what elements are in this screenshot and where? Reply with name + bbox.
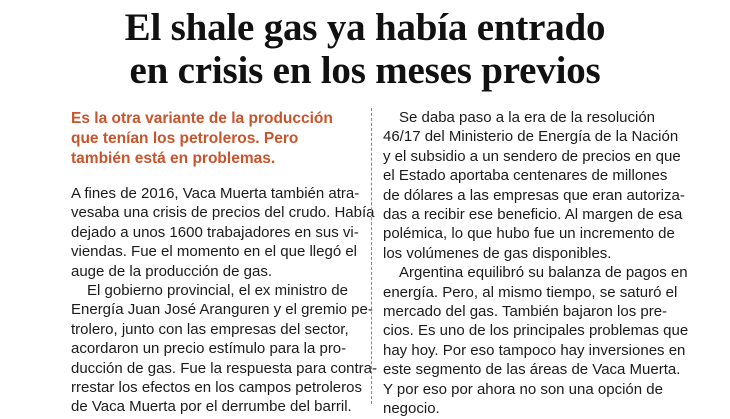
body-line: mercado del gas. También bajaron los pre-	[383, 303, 668, 321]
left-column	[71, 184, 378, 417]
column-divider	[371, 108, 372, 404]
headline-line-1: El shale gas ya había entrado	[124, 6, 606, 49]
headline	[0, 6, 730, 92]
lead-paragraph	[71, 109, 361, 169]
body-line: trolero, junto con las empresas del sector,	[71, 320, 349, 338]
body-line: Argentina equilibró su balanza de pagos en	[399, 264, 688, 282]
body-line: A fines de 2016, Vaca Muerta también atra-	[71, 185, 360, 202]
body-line: energía. Pero, al mismo tiempo, se saturó el	[383, 283, 678, 301]
body-line: de dólares a las empresas que eran autoriza-	[383, 186, 685, 204]
body-line: viendas. Fue el momento en el que llegó el	[71, 243, 358, 261]
right-column	[383, 108, 689, 419]
body-line: hay hoy. Por eso tampoco hay inversiones en	[383, 341, 686, 359]
body-line: rrestar los efectos en los campos petroleros	[71, 379, 362, 397]
body-line: ducción de gas. Fue la respuesta para contra-	[71, 359, 378, 377]
lead-line: también está en problemas.	[71, 150, 276, 167]
body-line: los volúmenes de gas disponibles.	[383, 244, 612, 262]
body-line: Energía Juan José Aranguren y el gremio pe-	[71, 301, 373, 319]
body-line: cios. Es uno de los principales problemas que	[383, 322, 689, 340]
body-line: vesaba una crisis de precios del crudo. Había	[71, 204, 375, 222]
body-line: El gobierno provincial, el ex ministro de	[87, 282, 348, 300]
body-line: acordaron un precio estímulo para la pro-	[71, 340, 347, 358]
headline-line-2: en crisis en los meses previos	[129, 49, 601, 92]
body-line: y el subsidio a un sendero de precios en que	[383, 147, 681, 165]
body-line: dejado a unos 1600 trabajadores en sus vi-	[71, 223, 359, 241]
body-line: negocio.	[383, 400, 440, 418]
lead-line: Es la otra variante de la producción	[71, 110, 333, 127]
body-line: Se daba paso a la era de la resolución	[399, 109, 656, 126]
body-line: auge de la producción de gas.	[71, 262, 272, 280]
body-line: el Estado aportaba centenares de millones	[383, 167, 668, 185]
body-line: de Vaca Muerta por el derrumbe del barril.	[71, 398, 352, 416]
body-line: polémica, lo que hubo fue un incremento de	[383, 225, 675, 243]
body-line: das a recibir ese beneficio. Al margen de esa	[383, 206, 683, 224]
body-line: Y por eso por ahora no son una opción de	[383, 380, 663, 398]
body-line: este segmento de las áreas de Vaca Muerta.	[383, 361, 681, 379]
lead-line: que tenían los petroleros. Pero	[71, 130, 299, 147]
body-line: 46/17 del Ministerio de Energía de la Nación	[383, 128, 679, 146]
